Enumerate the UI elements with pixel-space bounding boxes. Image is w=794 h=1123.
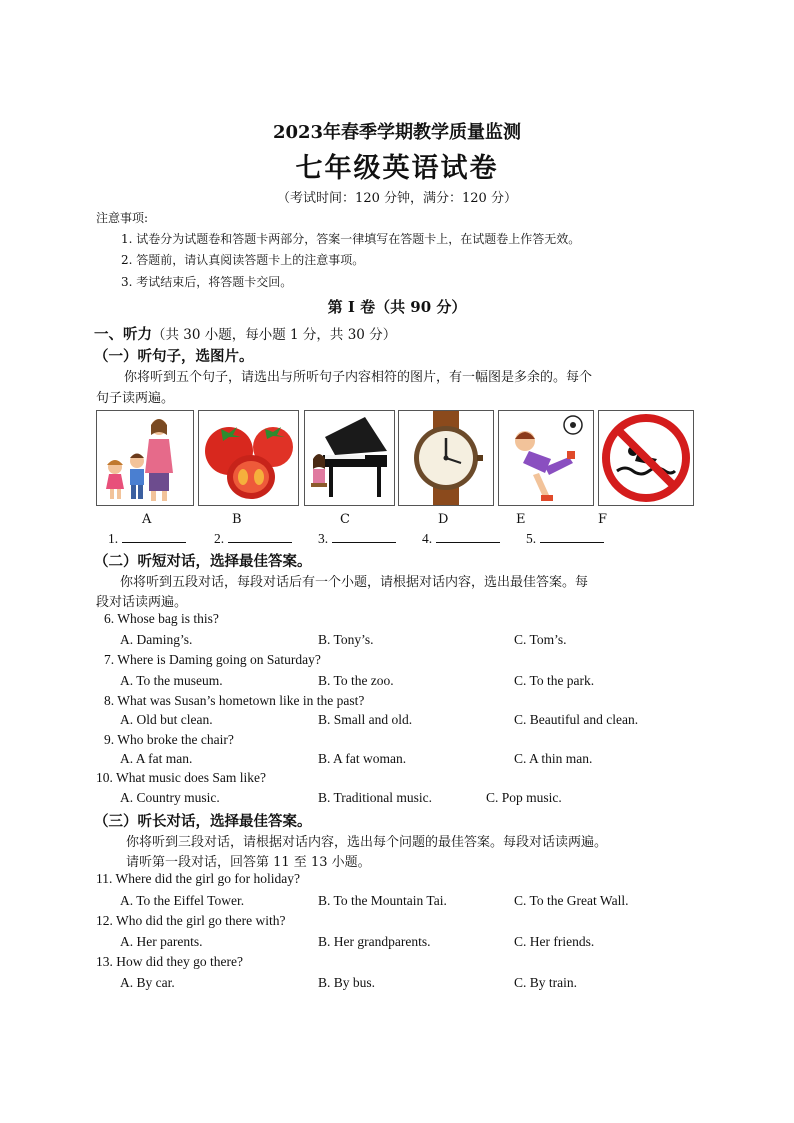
note-item: 3. 考试结束后，将答题卡交回。 xyxy=(121,275,293,289)
question-stem: 13. How did they go there? xyxy=(96,954,243,969)
option-b[interactable]: B. Her grandparents. xyxy=(318,934,431,949)
picture-d-watch xyxy=(398,410,494,506)
option-a[interactable]: A. A fat man. xyxy=(120,751,193,766)
picture-label: C xyxy=(340,512,350,527)
option-c[interactable]: C. Beautiful and clean. xyxy=(514,712,639,727)
option-a[interactable]: A. Old but clean. xyxy=(120,712,213,727)
part1-title: 第 I 卷（共 90 分） xyxy=(327,298,467,316)
sub1-instruction: 句子读两遍。 xyxy=(96,391,175,406)
option-b[interactable]: B. Traditional music. xyxy=(318,790,433,805)
answer-blank-3[interactable] xyxy=(318,530,396,547)
answer-blank-4[interactable] xyxy=(422,530,500,547)
blank-line xyxy=(122,530,186,543)
answer-blank-5[interactable] xyxy=(526,530,604,547)
picture-label: E xyxy=(516,512,526,527)
note-item: 2. 答题前，请认真阅读答题卡上的注意事项。 xyxy=(121,253,365,267)
exam-time-info: （考试时间：120 分钟，满分：120 分） xyxy=(277,191,517,206)
picture-c-piano xyxy=(304,410,395,506)
option-c[interactable]: C. By train. xyxy=(514,975,577,990)
blank-line xyxy=(332,530,396,543)
option-b[interactable]: B. A fat woman. xyxy=(318,751,407,766)
sub3-title: （三）听长对话，选择最佳答案。 xyxy=(94,813,312,830)
question-stem: 7. Where is Daming going on Saturday? xyxy=(104,652,321,667)
picture-label: F xyxy=(598,512,608,527)
option-c[interactable]: C. Tom’s. xyxy=(514,632,567,647)
answer-blank-2[interactable] xyxy=(214,530,292,547)
sub3-instruction: 请听第一段对话，回答第 11 至 13 小题。 xyxy=(126,855,371,870)
option-c[interactable]: C. Her friends. xyxy=(514,934,595,949)
sub2-instruction: 你将听到五段对话，每段对话后有一个小题，请根据对话内容，选出最佳答案。每 xyxy=(120,575,589,590)
option-a[interactable]: A. To the museum. xyxy=(120,673,223,688)
picture-e-football xyxy=(498,410,594,506)
option-c[interactable]: C. A thin man. xyxy=(514,751,593,766)
option-b[interactable]: B. To the zoo. xyxy=(318,673,394,688)
blank-number: 5. xyxy=(526,531,537,546)
picture-a-family xyxy=(96,410,194,506)
picture-b-tomatoes xyxy=(198,410,299,506)
option-b[interactable]: B. To the Mountain Tai. xyxy=(318,893,447,908)
sub3-instruction: 你将听到三段对话，请根据对话内容，选出每个问题的最佳答案。每段对话读两遍。 xyxy=(126,835,608,850)
section1-title: 一、听力 xyxy=(94,326,152,343)
exam-subject-title: 七年级英语试卷 xyxy=(295,153,499,184)
sub2-title: （二）听短对话，选择最佳答案。 xyxy=(94,553,312,570)
exam-title: 2023年春季学期教学质量监测 xyxy=(272,122,522,143)
section1-desc: （共 30 小题，每小题 1 分，共 30 分） xyxy=(152,327,397,343)
option-c[interactable]: C. To the Great Wall. xyxy=(514,893,629,908)
section1-heading xyxy=(94,323,396,344)
option-c[interactable]: C. To the park. xyxy=(514,673,595,688)
blank-number: 3. xyxy=(318,531,329,546)
option-a[interactable]: A. To the Eiffel Tower. xyxy=(120,893,245,908)
picture-label: B xyxy=(232,512,242,527)
option-b[interactable]: B. Tony’s. xyxy=(318,632,374,647)
sub1-title: （一）听句子，选图片。 xyxy=(94,348,254,365)
blank-number: 4. xyxy=(422,531,433,546)
blank-number: 1. xyxy=(108,531,119,546)
option-b[interactable]: B. Small and old. xyxy=(318,712,413,727)
notes-heading: 注意事项: xyxy=(96,211,149,225)
question-stem: 12. Who did the girl go there with? xyxy=(96,913,286,928)
answer-blank-1[interactable] xyxy=(108,530,186,547)
sub1-instruction: 你将听到五个句子，请选出与所听句子内容相符的图片，有一幅图是多余的。每个 xyxy=(124,370,593,385)
blank-line xyxy=(540,530,604,543)
option-a[interactable]: A. By car. xyxy=(120,975,175,990)
blank-number: 2. xyxy=(214,531,225,546)
question-stem: 8. What was Susan’s hometown like in the past? xyxy=(104,693,365,708)
question-stem: 11. Where did the girl go for holiday? xyxy=(96,871,300,886)
option-a[interactable]: A. Daming’s. xyxy=(120,632,193,647)
sub2-instruction: 段对话读两遍。 xyxy=(96,595,188,610)
blank-line xyxy=(436,530,500,543)
option-a[interactable]: A. Her parents. xyxy=(120,934,203,949)
option-b[interactable]: B. By bus. xyxy=(318,975,376,990)
option-c[interactable]: C. Pop music. xyxy=(486,790,562,805)
question-stem: 9. Who broke the chair? xyxy=(104,732,234,747)
picture-label: D xyxy=(438,512,449,527)
question-stem: 6. Whose bag is this? xyxy=(104,611,219,626)
option-a[interactable]: A. Country music. xyxy=(120,790,220,805)
question-stem: 10. What music does Sam like? xyxy=(96,770,266,785)
picture-label: A xyxy=(142,512,152,527)
blank-line xyxy=(228,530,292,543)
picture-f-no-swimming xyxy=(598,410,694,506)
note-item: 1. 试卷分为试题卷和答题卡两部分，答案一律填写在答题卡上，在试题卷上作答无效。 xyxy=(121,232,581,246)
